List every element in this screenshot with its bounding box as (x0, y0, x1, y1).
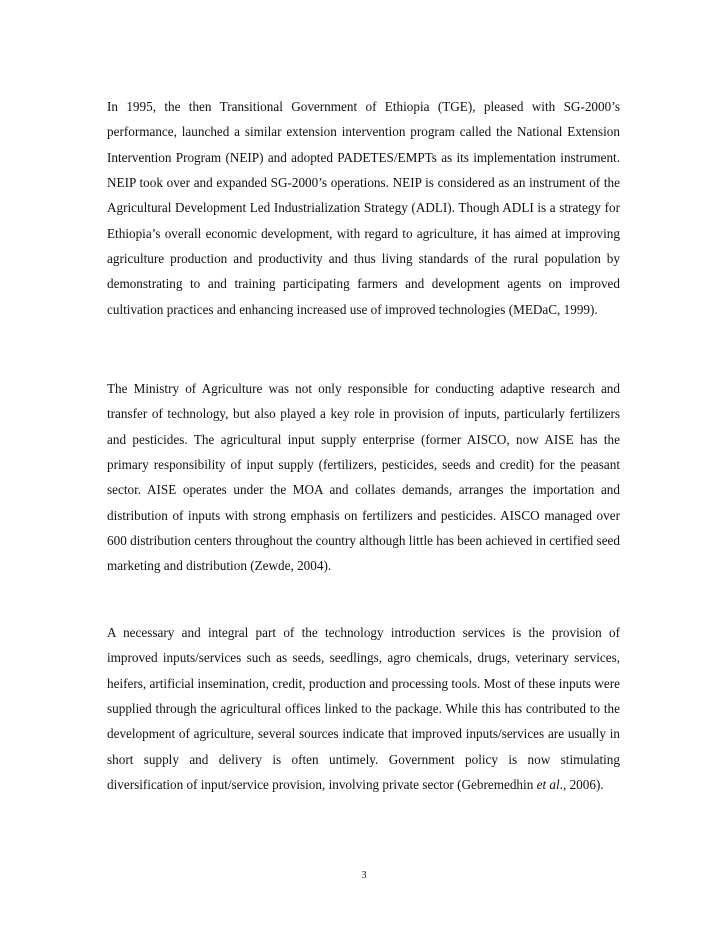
paragraph-neip: In 1995, the then Transitional Government of Ethiopia (TGE), pleased with SG-2000’s performance, launched a similar extension intervention program called the National Extension Intervention Program (NEIP) and adopted PADETES/EMPTs as its implementation instrument. NEIP took over and expanded SG-2000’s operations. NEIP is considered as an instrument of the Agricultural Development Led Industrialization Strategy (ADLI). Though ADLI is a strategy for Ethiopia’s overall economic development, with regard to agriculture, it has aimed at improving agriculture production and productivity and thus living standards of the rural population by demonstrating to and training participating farmers and development agents on improved cultivation practices and enhancing increased use of improved technologies (MEDaC, 1999). (107, 99, 620, 317)
paragraph-input-provision (107, 620, 620, 797)
paragraph-text: A necessary and integral part of the technology introduction services is the provision of improved inputs/services such as seeds, seedlings, agro chemicals, drugs, veterinary services, heifers, artificial insemination, credit, production and processing tools. Most of these inputs were supplied through the agricultural offices linked to the package. While this has contributed to the development of agriculture, several sources indicate that improved inputs/services are usually in short supply and delivery is often untimely. Government policy is now stimulating diversification of input/service provision, involving private sector (Gebremedhin (107, 625, 620, 793)
citation-et-al: et al (536, 777, 560, 793)
paragraph-ministry-of-agriculture: The Ministry of Agriculture was not only responsible for conducting adaptive research and transfer of technology, but also played a key role in provision of inputs, particularly fertilizers and pesticides. The agricultural input supply enterprise (former AISCO, now AISE has the primary responsibility of input supply (fertilizers, pesticides, seeds and credit) for the peasant sector. AISE operates under the MOA and collates demands, arranges the importation and distribution of inputs with strong emphasis on fertilizers and pesticides. AISCO managed over 600 distribution centers throughout the country although little has been achieved in certified seed marketing and distribution (Zewde, 2004). (107, 381, 620, 574)
page-number: 3 (361, 870, 367, 881)
paragraph-text-end: ., 2006). (559, 777, 604, 793)
